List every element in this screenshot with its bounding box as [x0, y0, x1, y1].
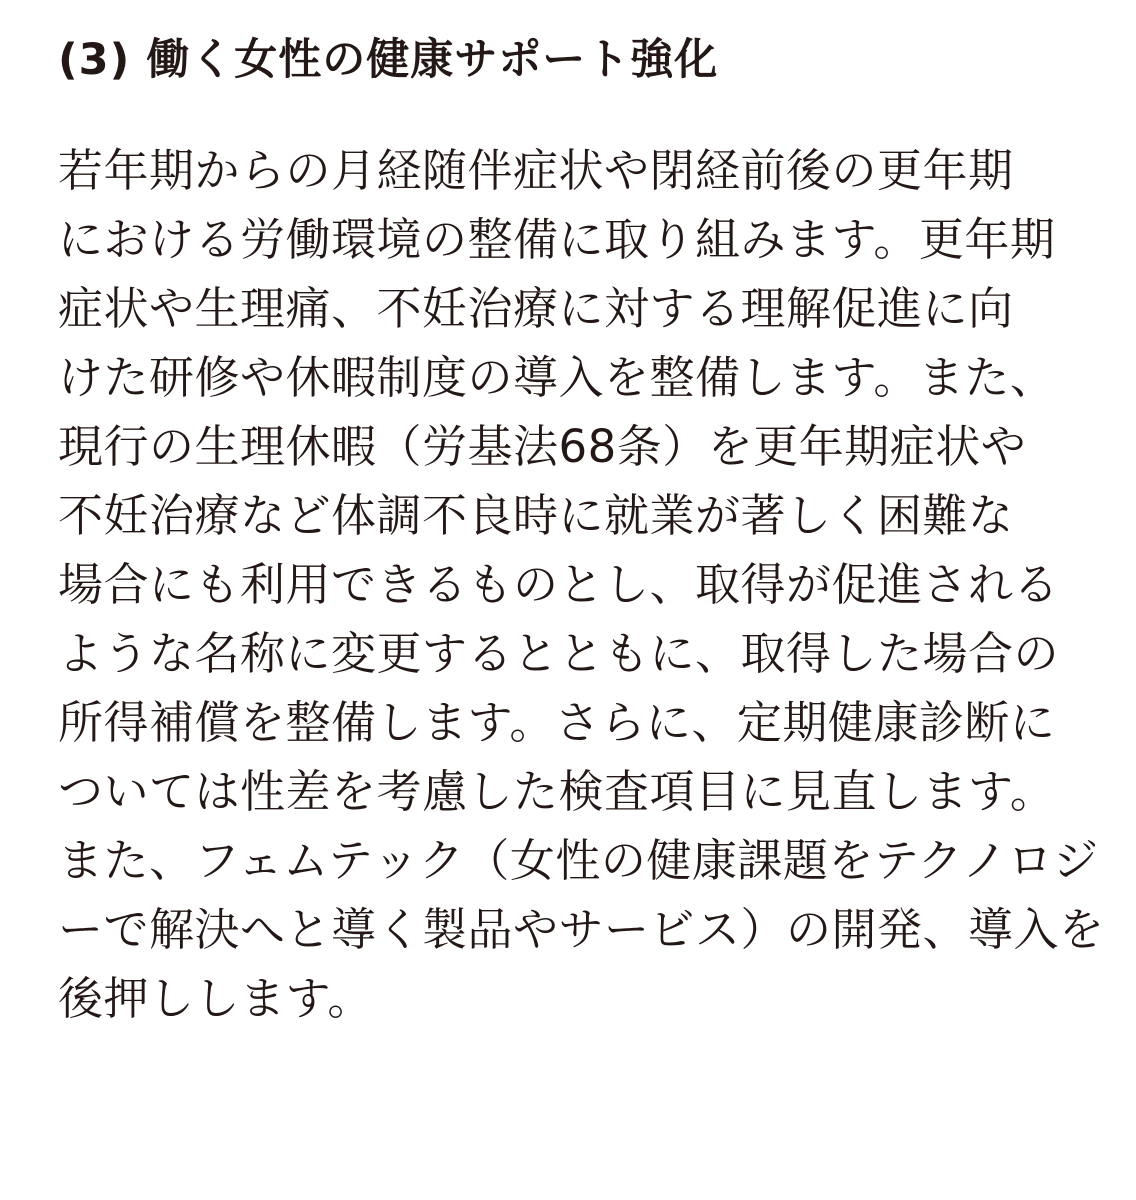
paragraph-line: 現行の生理休暇（労基法68条）を更年期症状や — [58, 420, 1027, 473]
paragraph-line: 不妊治療など体調不良時に就業が著しく困難な — [58, 489, 1014, 542]
paragraph-line: 若年期からの月経随伴症状や閉経前後の更年期 — [58, 144, 1014, 197]
paragraph-line: ーで解決へと導く製品やサービス）の開発、導入を — [58, 903, 1105, 956]
paragraph-line: 後押しします。 — [58, 972, 373, 1025]
section-heading: (3) 働く女性の健康サポート強化 — [58, 35, 719, 85]
paragraph-line: 所得補償を整備します。さらに、定期健康診断に — [58, 696, 1056, 749]
paragraph-line: けた研修や休暇制度の導入を整備します。また、 — [58, 351, 1056, 404]
paragraph-line: ような名称に変更するとともに、取得した場合の — [58, 627, 1060, 680]
paragraph-line: における労働環境の整備に取り組みます。更年期 — [58, 213, 1056, 266]
paragraph-line: また、フェムテック（女性の健康課題をテクノロジ — [58, 834, 1099, 887]
paragraph-line: ついては性差を考慮した検査項目に見直します。 — [58, 765, 1056, 818]
paragraph-line: 場合にも利用できるものとし、取得が促進される — [58, 558, 1060, 611]
body-paragraph — [58, 136, 1118, 1033]
paragraph-line: 症状や生理痛、不妊治療に対する理解促進に向 — [58, 282, 1014, 335]
